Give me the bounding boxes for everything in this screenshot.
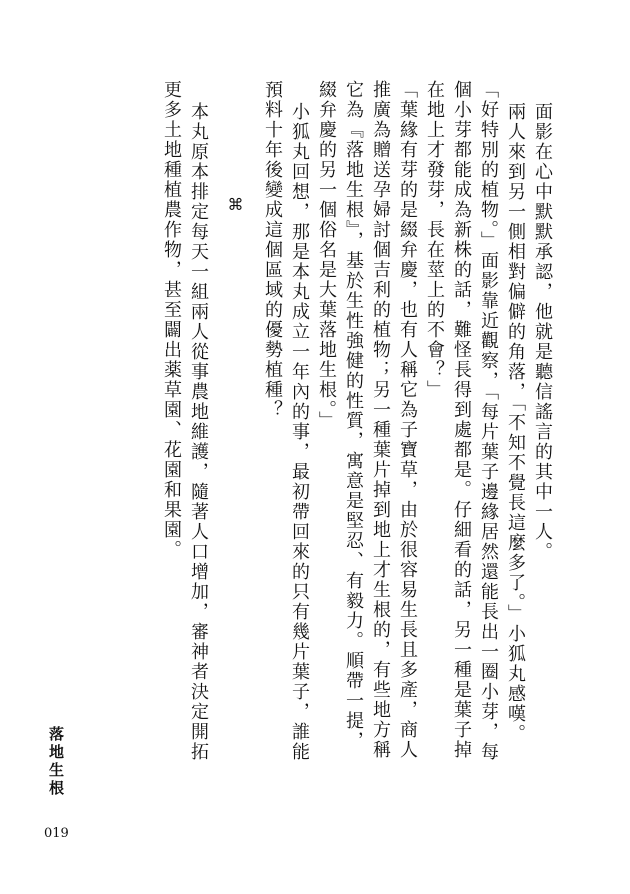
paragraph-2: 兩人來到另一側相對偏僻的角落，「不知不覺長這麼多了。」小狐丸感嘆。 xyxy=(505,102,526,744)
paragraph-3: 「好特別的植物。」面影靠近觀察，「每片葉子邊緣居然還能長出一圈小芽，每個小芽都能成為新株的話，難怪長得到處都是。仔細看的話，另一種是葉子掉在地上才發芽，長在莖上的不會？」 xyxy=(424,80,499,762)
paragraph-4: 「葉緣有芽的是綴弁慶，也有人稱它為子寶草，由於很容易生長且多產，商人推廣為贈送孕婦討個吉利的植物；另一種葉片掉到地上才生根的，有些地方稱它為『落地生根』，基於生性強健的性質，寓意是堅忍、有毅力。順帶一提，綴弁慶的另一個俗名是大葉落地生根。」 xyxy=(316,80,418,760)
running-head: 落地生根 xyxy=(47,726,65,798)
paragraph-1: 面影在心中默默承認，他就是聽信謠言的其中一人。 xyxy=(532,102,553,562)
vertical-text-block xyxy=(116,80,556,770)
paragraph-5: 小狐丸回想，那是本丸成立一年內的事，最初帶回來的只有幾片葉子，誰能預料十年後變成這個區域的優勢植種？ xyxy=(262,80,310,762)
scene-break-icon: ⌘ xyxy=(226,195,245,214)
page-number: 019 xyxy=(44,826,69,841)
paragraph-after-break: 本丸原本排定每天一組兩人從事農地維護，隨著人口增加，審神者決定開拓更多土地種植農作物，甚至闢出薬草園、花園和果園。 xyxy=(161,80,209,762)
